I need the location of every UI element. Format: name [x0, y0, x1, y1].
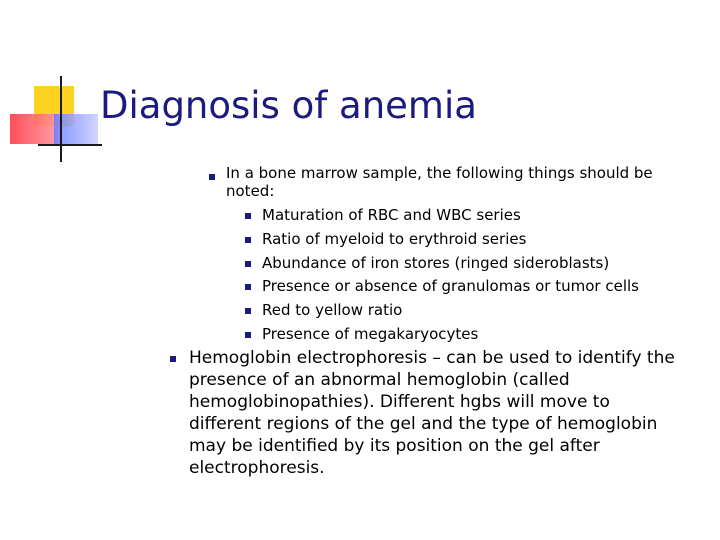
list-item-text: Presence of megakaryocytes [262, 325, 479, 343]
list-item-text: Abundance of iron stores (ringed sideroblasts) [262, 254, 610, 272]
slide-title: Diagnosis of anemia [100, 84, 477, 127]
logo-vertical-line [60, 76, 62, 162]
bullet-square-icon [245, 284, 251, 290]
electrophoresis-line: may be identified by its position on the gel after [189, 436, 600, 456]
bullet-square-icon [245, 261, 251, 267]
template-logo-icon [8, 76, 98, 162]
bone-marrow-intro-line-2: noted: [226, 182, 275, 200]
bullet-square-icon [245, 237, 251, 243]
bullet-square-icon [170, 356, 176, 362]
electrophoresis-line: hemoglobinopathies). Different hgbs will move to [189, 392, 610, 412]
list-item-text: Maturation of RBC and WBC series [262, 206, 521, 224]
logo-horizontal-line [38, 144, 102, 146]
list-item-text: Ratio of myeloid to erythroid series [262, 230, 527, 248]
electrophoresis-line: different regions of the gel and the type of hemoglobin [189, 414, 658, 434]
bullet-square-icon [245, 308, 251, 314]
list-item-text: Red to yellow ratio [262, 301, 403, 319]
bullet-square-icon [209, 174, 215, 180]
bullet-square-icon [245, 213, 251, 219]
electrophoresis-line: presence of an abnormal hemoglobin (called [189, 370, 570, 390]
list-item-text: Presence or absence of granulomas or tumor cells [262, 277, 639, 295]
bullet-square-icon [245, 332, 251, 338]
bone-marrow-intro-line-1: In a bone marrow sample, the following things should be [226, 164, 653, 182]
electrophoresis-line: electrophoresis. [189, 458, 325, 478]
electrophoresis-line: Hemoglobin electrophoresis – can be used to identify the [189, 348, 675, 368]
